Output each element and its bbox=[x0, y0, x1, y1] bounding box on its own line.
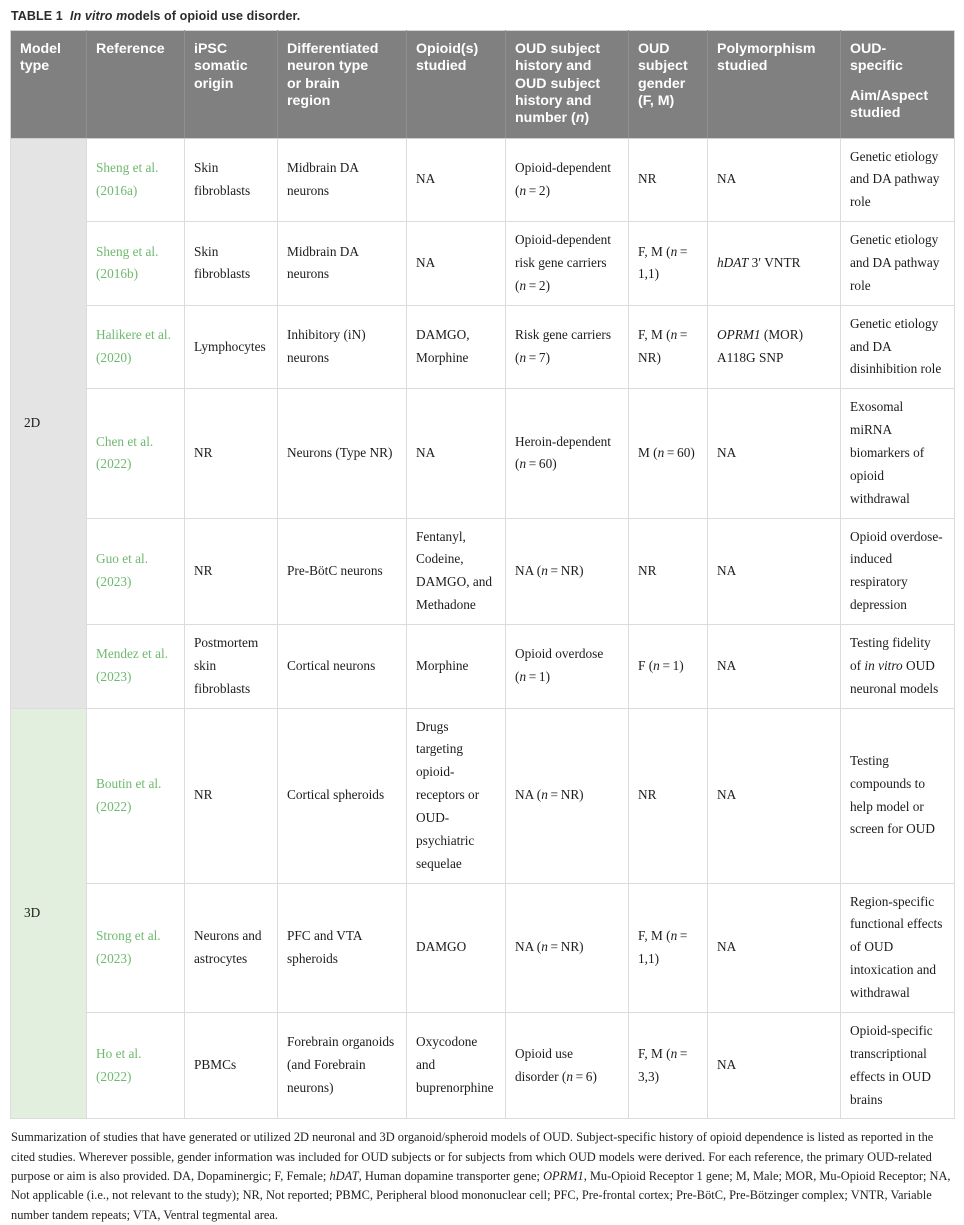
header-line-1: OUD- bbox=[850, 41, 887, 57]
cell-ipsc-origin: Postmortem skin fibroblasts bbox=[185, 625, 278, 709]
footnote-text: , Human dopamine transporter gene; bbox=[358, 1169, 544, 1184]
cell-opioids: NA bbox=[407, 222, 506, 306]
col-header-reference bbox=[87, 31, 185, 139]
footnote-italic-term: hDAT bbox=[329, 1169, 359, 1184]
cell-neuron-type: Midbrain DA neurons bbox=[278, 138, 407, 222]
cell-neuron-type: PFC and VTA spheroids bbox=[278, 883, 407, 1012]
cell-ipsc-origin: Skin fibroblasts bbox=[185, 222, 278, 306]
table-caption bbox=[10, 0, 954, 30]
cell-reference[interactable] bbox=[87, 1012, 185, 1118]
cell-opioids: Fentanyl, Codeine, DAMGO, and Methadone bbox=[407, 518, 506, 624]
table-row bbox=[11, 138, 955, 222]
cell-ipsc-origin: Neurons and astrocytes bbox=[185, 883, 278, 1012]
table-footnote bbox=[10, 1119, 954, 1225]
header-line-1: Opioid(s) bbox=[416, 41, 479, 57]
cell-polymorphism: NA bbox=[708, 625, 841, 709]
reference-link[interactable]: Strong et al. (2023) bbox=[96, 927, 161, 966]
caption-rest: odels of opioid use disorder. bbox=[127, 9, 301, 23]
col-header-opioids-studied bbox=[407, 31, 506, 139]
reference-link[interactable]: Halikere et al. (2020) bbox=[96, 327, 171, 365]
cell-subject-gender: NR bbox=[629, 708, 708, 883]
cell-polymorphism: OPRM1 (MOR) A118G SNP bbox=[708, 305, 841, 389]
cell-aim: Genetic etiology and DA pathway role bbox=[841, 222, 955, 306]
cell-subject-gender: F, M (n = 3,3) bbox=[629, 1012, 708, 1118]
header-line-2: neuron type bbox=[287, 58, 369, 75]
reference-link[interactable]: Sheng et al. (2016b) bbox=[96, 243, 159, 282]
cell-subject-history: NA (n = NR) bbox=[506, 708, 629, 883]
cell-neuron-type: Neurons (Type NR) bbox=[278, 389, 407, 518]
cell-opioids: NA bbox=[407, 389, 506, 518]
cell-aim: Opioid overdose-induced respiratory depression bbox=[841, 518, 955, 624]
header-line-1: Model bbox=[20, 41, 61, 57]
cell-neuron-type: Pre-BötC neurons bbox=[278, 518, 407, 624]
cell-subject-history: Risk gene carriers (n = 7) bbox=[506, 305, 629, 389]
cell-opioids: NA bbox=[407, 138, 506, 222]
cell-polymorphism: NA bbox=[708, 138, 841, 222]
header-line-1: Reference bbox=[96, 41, 165, 57]
cell-neuron-type: Cortical neurons bbox=[278, 625, 407, 709]
cell-reference[interactable] bbox=[87, 625, 185, 709]
cell-polymorphism: NA bbox=[708, 708, 841, 883]
footnote-italic-term: OPRM1 bbox=[543, 1169, 584, 1184]
cell-neuron-type: Inhibitory (iN) neurons bbox=[278, 305, 407, 389]
cell-polymorphism: NA bbox=[708, 389, 841, 518]
cell-subject-history: Opioid-dependent (n = 2) bbox=[506, 138, 629, 222]
table-row bbox=[11, 708, 955, 883]
cell-polymorphism: hDAT 3′ VNTR bbox=[708, 222, 841, 306]
reference-link[interactable]: Mendez et al. (2023) bbox=[96, 646, 168, 685]
cell-subject-history: NA (n = NR) bbox=[506, 883, 629, 1012]
cell-reference[interactable] bbox=[87, 222, 185, 306]
cell-ipsc-origin: Skin fibroblasts bbox=[185, 138, 278, 222]
header-line-3: gender bbox=[638, 75, 686, 92]
cell-subject-history: NA (n = NR) bbox=[506, 518, 629, 624]
cell-ipsc-origin: PBMCs bbox=[185, 1012, 278, 1118]
header-line-2: studied bbox=[717, 58, 768, 75]
reference-link[interactable]: Sheng et al. (2016a) bbox=[96, 159, 159, 198]
col-header-oud-subject-history bbox=[506, 31, 629, 139]
header-line-2: somatic bbox=[194, 58, 248, 75]
cell-ipsc-origin: NR bbox=[185, 708, 278, 883]
cell-reference[interactable] bbox=[87, 518, 185, 624]
header-line-3: OUD subject history and number (n) bbox=[515, 75, 601, 127]
cell-subject-gender: F, M (n = 1,1) bbox=[629, 222, 708, 306]
header-line-3: Aim/Aspect bbox=[850, 87, 929, 104]
header-line-2: specific bbox=[850, 58, 903, 75]
cell-polymorphism: NA bbox=[708, 518, 841, 624]
in-vitro-models-table bbox=[10, 30, 955, 1119]
header-line-2: subject bbox=[638, 58, 688, 75]
cell-reference[interactable] bbox=[87, 389, 185, 518]
cell-aim: Opioid-specific transcriptional effects in OUD brains bbox=[841, 1012, 955, 1118]
table-body bbox=[11, 138, 955, 1119]
col-header-ipsc-somatic-origin bbox=[185, 31, 278, 139]
cell-reference[interactable] bbox=[87, 138, 185, 222]
cell-opioids: Morphine bbox=[407, 625, 506, 709]
header-spacer bbox=[850, 76, 946, 88]
header-row bbox=[11, 31, 955, 139]
cell-polymorphism: NA bbox=[708, 883, 841, 1012]
table-row bbox=[11, 625, 955, 709]
col-header-model-type bbox=[11, 31, 87, 139]
cell-opioids: Oxycodone and buprenorphine bbox=[407, 1012, 506, 1118]
col-header-polymorphism-studied bbox=[708, 31, 841, 139]
cell-reference[interactable] bbox=[87, 708, 185, 883]
header-line-1: Polymorphism bbox=[717, 41, 816, 57]
caption-italic: In vitro m bbox=[70, 9, 128, 23]
header-line-2: type bbox=[20, 58, 50, 75]
header-line-3: origin bbox=[194, 75, 234, 92]
cell-aim: Genetic etiology and DA pathway role bbox=[841, 138, 955, 222]
cell-subject-history: Opioid use disorder (n = 6) bbox=[506, 1012, 629, 1118]
footnote-text: Summarization of studies that have generated or utilized 2D neuronal and 3D organoid/spheroid models of OUD. Subject-specific history of opioid dependence is listed as reported in the cited studies. Wherever possible, gender information was included for OUD subjects or for subjects from which OUD models were derived. For each reference, the primary OUD-related purpose or aim is also provided. DA, Dopaminergic; F, Female; bbox=[11, 1130, 934, 1184]
cell-ipsc-origin: NR bbox=[185, 389, 278, 518]
cell-opioids: DAMGO bbox=[407, 883, 506, 1012]
footnote-text: , Mu-Opioid Receptor 1 gene; M, Male; MOR, Mu-Opioid Receptor; NA, Not applicable (i.e., not relevant to the study); NR, Not reported; PBMC, Peripheral blood mononuclear cell; PFC, Pre-frontal cortex; Pre-BötC, Pre-Bötzinger complex; VNTR, Variable number tandem repeats; VTA, Ventral tegmental area. bbox=[11, 1169, 951, 1222]
col-header-oud-specific-aim bbox=[841, 31, 955, 139]
cell-subject-gender: F (n = 1) bbox=[629, 625, 708, 709]
group-cell-2d: 2D bbox=[11, 138, 87, 708]
header-line-1: OUD bbox=[638, 41, 670, 57]
col-header-neuron-type bbox=[278, 31, 407, 139]
col-header-oud-subject-gender bbox=[629, 31, 708, 139]
cell-subject-history: Heroin-dependent (n = 60) bbox=[506, 389, 629, 518]
header-line-4: studied bbox=[850, 104, 901, 121]
table-row bbox=[11, 883, 955, 1012]
header-line-1: iPSC bbox=[194, 41, 228, 57]
header-line-1: Differentiated bbox=[287, 41, 379, 57]
header-line-1: OUD subject bbox=[515, 41, 601, 57]
cell-ipsc-origin: NR bbox=[185, 518, 278, 624]
cell-aim: Region-specific functional effects of OUD intoxication and withdrawal bbox=[841, 883, 955, 1012]
header-line-3: or brain bbox=[287, 75, 340, 92]
cell-reference[interactable] bbox=[87, 305, 185, 389]
cell-subject-history: Opioid-dependent risk gene carriers (n = 2) bbox=[506, 222, 629, 306]
cell-subject-gender: F, M (n = 1,1) bbox=[629, 883, 708, 1012]
cell-opioids: Drugs targeting opioid-receptors or OUD-psychiatric sequelae bbox=[407, 708, 506, 883]
table-row bbox=[11, 1012, 955, 1118]
table-row bbox=[11, 518, 955, 624]
reference-link[interactable]: Chen et al. (2022) bbox=[96, 433, 154, 472]
cell-subject-gender: NR bbox=[629, 518, 708, 624]
cell-subject-gender: F, M (n = NR) bbox=[629, 305, 708, 389]
cell-aim: Testing compounds to help model or screen for OUD bbox=[841, 708, 955, 883]
cell-polymorphism: NA bbox=[708, 1012, 841, 1118]
cell-subject-gender: M (n = 60) bbox=[629, 389, 708, 518]
cell-reference[interactable] bbox=[87, 883, 185, 1012]
table-row bbox=[11, 305, 955, 389]
table-row bbox=[11, 389, 955, 518]
cell-subject-history: Opioid overdose (n = 1) bbox=[506, 625, 629, 709]
table-header bbox=[11, 31, 955, 139]
reference-link[interactable]: Ho et al. (2022) bbox=[96, 1045, 142, 1084]
reference-link[interactable]: Guo et al. (2023) bbox=[96, 551, 149, 590]
cell-neuron-type: Midbrain DA neurons bbox=[278, 222, 407, 306]
cell-aim: Exosomal miRNA biomarkers of opioid withdrawal bbox=[841, 389, 955, 518]
table-row bbox=[11, 222, 955, 306]
caption-label: TABLE 1 bbox=[11, 9, 63, 23]
cell-neuron-type: Forebrain organoids (and Forebrain neurons) bbox=[278, 1012, 407, 1118]
cell-aim: Genetic etiology and DA disinhibition role bbox=[841, 305, 955, 389]
cell-aim: Testing fidelity of in vitro OUD neuronal models bbox=[841, 625, 955, 709]
cell-neuron-type: Cortical spheroids bbox=[278, 708, 407, 883]
header-line-2: studied bbox=[416, 58, 467, 75]
header-line-4: (F, M) bbox=[638, 92, 675, 109]
cell-ipsc-origin: Lymphocytes bbox=[185, 305, 278, 389]
header-line-4: region bbox=[287, 92, 331, 109]
reference-link[interactable]: Boutin et al. (2022) bbox=[96, 775, 162, 814]
group-cell-3d: 3D bbox=[11, 708, 87, 1119]
cell-subject-gender: NR bbox=[629, 138, 708, 222]
header-line-2: history and bbox=[515, 58, 592, 75]
cell-opioids: DAMGO, Morphine bbox=[407, 305, 506, 389]
